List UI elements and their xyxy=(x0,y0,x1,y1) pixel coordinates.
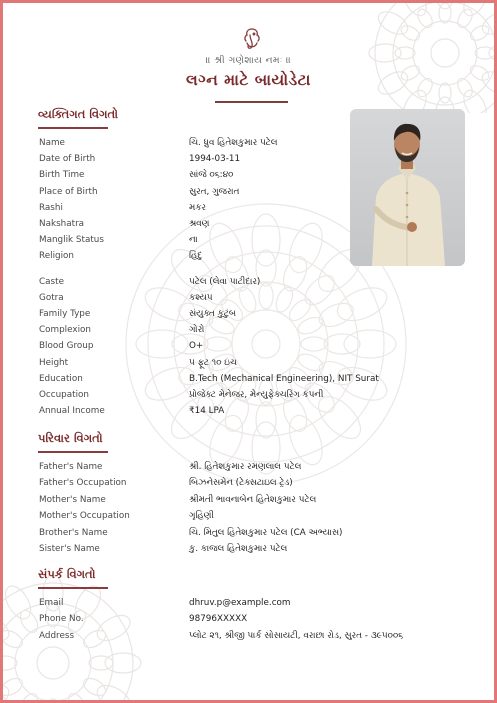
detail-label: Email xyxy=(39,598,64,608)
detail-value: ₹14 LPA xyxy=(189,406,225,417)
detail-label: Manglik Status xyxy=(39,235,104,246)
detail-label: Sister's Name xyxy=(39,544,100,554)
detail-value: કશ્યપ xyxy=(189,292,213,303)
detail-value: ગૃહિણી xyxy=(189,511,214,522)
detail-label: Mother's Occupation xyxy=(39,511,130,522)
detail-value: પટેલ (લેવા પાટીદાર) xyxy=(189,276,261,287)
detail-label: Address xyxy=(39,630,75,641)
detail-label: Father's Occupation xyxy=(39,478,127,489)
detail-label: Education xyxy=(39,373,83,384)
detail-value: O+ xyxy=(189,341,204,352)
detail-label: Religion xyxy=(39,251,75,262)
detail-value: પ્રોજેક્ટ મેનેજર, મેન્યુફેક્ચરિંગ કંપની xyxy=(189,390,324,400)
detail-label: Rashi xyxy=(39,202,63,213)
title-underline xyxy=(215,101,288,103)
detail-label: Date of Birth xyxy=(39,154,96,165)
detail-value: કુ. કાજલ હિતેશકુમાર પટેલ xyxy=(189,544,288,554)
detail-label: Brother's Name xyxy=(39,527,108,538)
detail-label: Complexion xyxy=(39,325,91,336)
section-title-family: પરિવાર વિગતો xyxy=(38,431,103,445)
detail-value: ચિ. મિતુલ હિતેશકુમાર પટેલ (CA અભ્યાસ) xyxy=(189,527,343,538)
detail-label: Family Type xyxy=(39,309,91,319)
mandala-ornament-bottom-left xyxy=(3,563,153,703)
detail-label: Phone No. xyxy=(39,614,84,625)
detail-value: સુરત, ગુજરાત xyxy=(189,186,240,197)
detail-value: ચિ. ધ્રુવ હિતેશકુમાર પટેલ xyxy=(189,138,278,148)
detail-label: Height xyxy=(39,357,69,368)
detail-value: ના xyxy=(189,235,198,246)
section-title-contact: સંપર્ક વિગતો xyxy=(38,567,96,581)
detail-label: Annual Income xyxy=(39,406,105,417)
detail-label: Place of Birth xyxy=(39,186,98,197)
profile-photo xyxy=(350,109,465,266)
detail-label: Gotra xyxy=(39,292,64,303)
detail-value: 98796XXXXX xyxy=(189,614,248,625)
detail-label: Name xyxy=(39,138,65,148)
detail-value: બિઝનેસમેન (ટેક્સટાઇલ ટ્રેડ) xyxy=(189,478,293,489)
detail-value: શ્રી. હિતેશકુમાર રમણલાલ પટેલ xyxy=(189,462,302,472)
detail-value: પ્લોટ ૨૧, શ્રીજી પાર્ક સોસાયટી, વરાછા રોડ, સુરત - ૩૯૫૦૦૬ xyxy=(189,630,404,641)
section-title-personal: વ્યક્તિગત વિગતો xyxy=(38,107,118,121)
detail-label: Blood Group xyxy=(39,341,94,352)
detail-value: ૫ ફૂટ ૧૦ ઇંચ xyxy=(189,357,237,368)
detail-label: Nakshatra xyxy=(39,219,85,229)
detail-value: સાંજે ૦૬:૪૦ xyxy=(189,170,234,181)
detail-label: Mother's Name xyxy=(39,494,106,505)
detail-value: ગોરો xyxy=(189,325,205,336)
detail-value: મકર xyxy=(189,202,206,213)
section-underline xyxy=(38,127,108,129)
ganesha-icon xyxy=(241,27,263,51)
detail-label: Occupation xyxy=(39,390,89,400)
section-underline xyxy=(38,587,108,589)
detail-value: સંયુક્ત કુટુંબ xyxy=(189,309,236,319)
detail-label: Father's Name xyxy=(39,462,103,472)
detail-value: dhruv.p@example.com xyxy=(189,598,291,608)
detail-value: શ્રીમતી ભાવનાબેન હિતેશકુમાર પટેલ xyxy=(189,494,317,505)
mantra-text: ॥ શ્રી ગણેશાય નમઃ ॥ xyxy=(205,55,292,66)
section-underline xyxy=(38,451,108,453)
detail-label: Caste xyxy=(39,276,64,287)
page-title: લગ્ન માટે બાયોડેટા xyxy=(186,71,311,89)
detail-value: B.Tech (Mechanical Engineering), NIT Surat xyxy=(189,373,379,384)
detail-value: શ્રવણ xyxy=(189,219,210,229)
detail-value: 1994-03-11 xyxy=(189,154,241,165)
detail-label: Birth Time xyxy=(39,170,85,181)
detail-value: હિંદુ xyxy=(189,251,203,262)
